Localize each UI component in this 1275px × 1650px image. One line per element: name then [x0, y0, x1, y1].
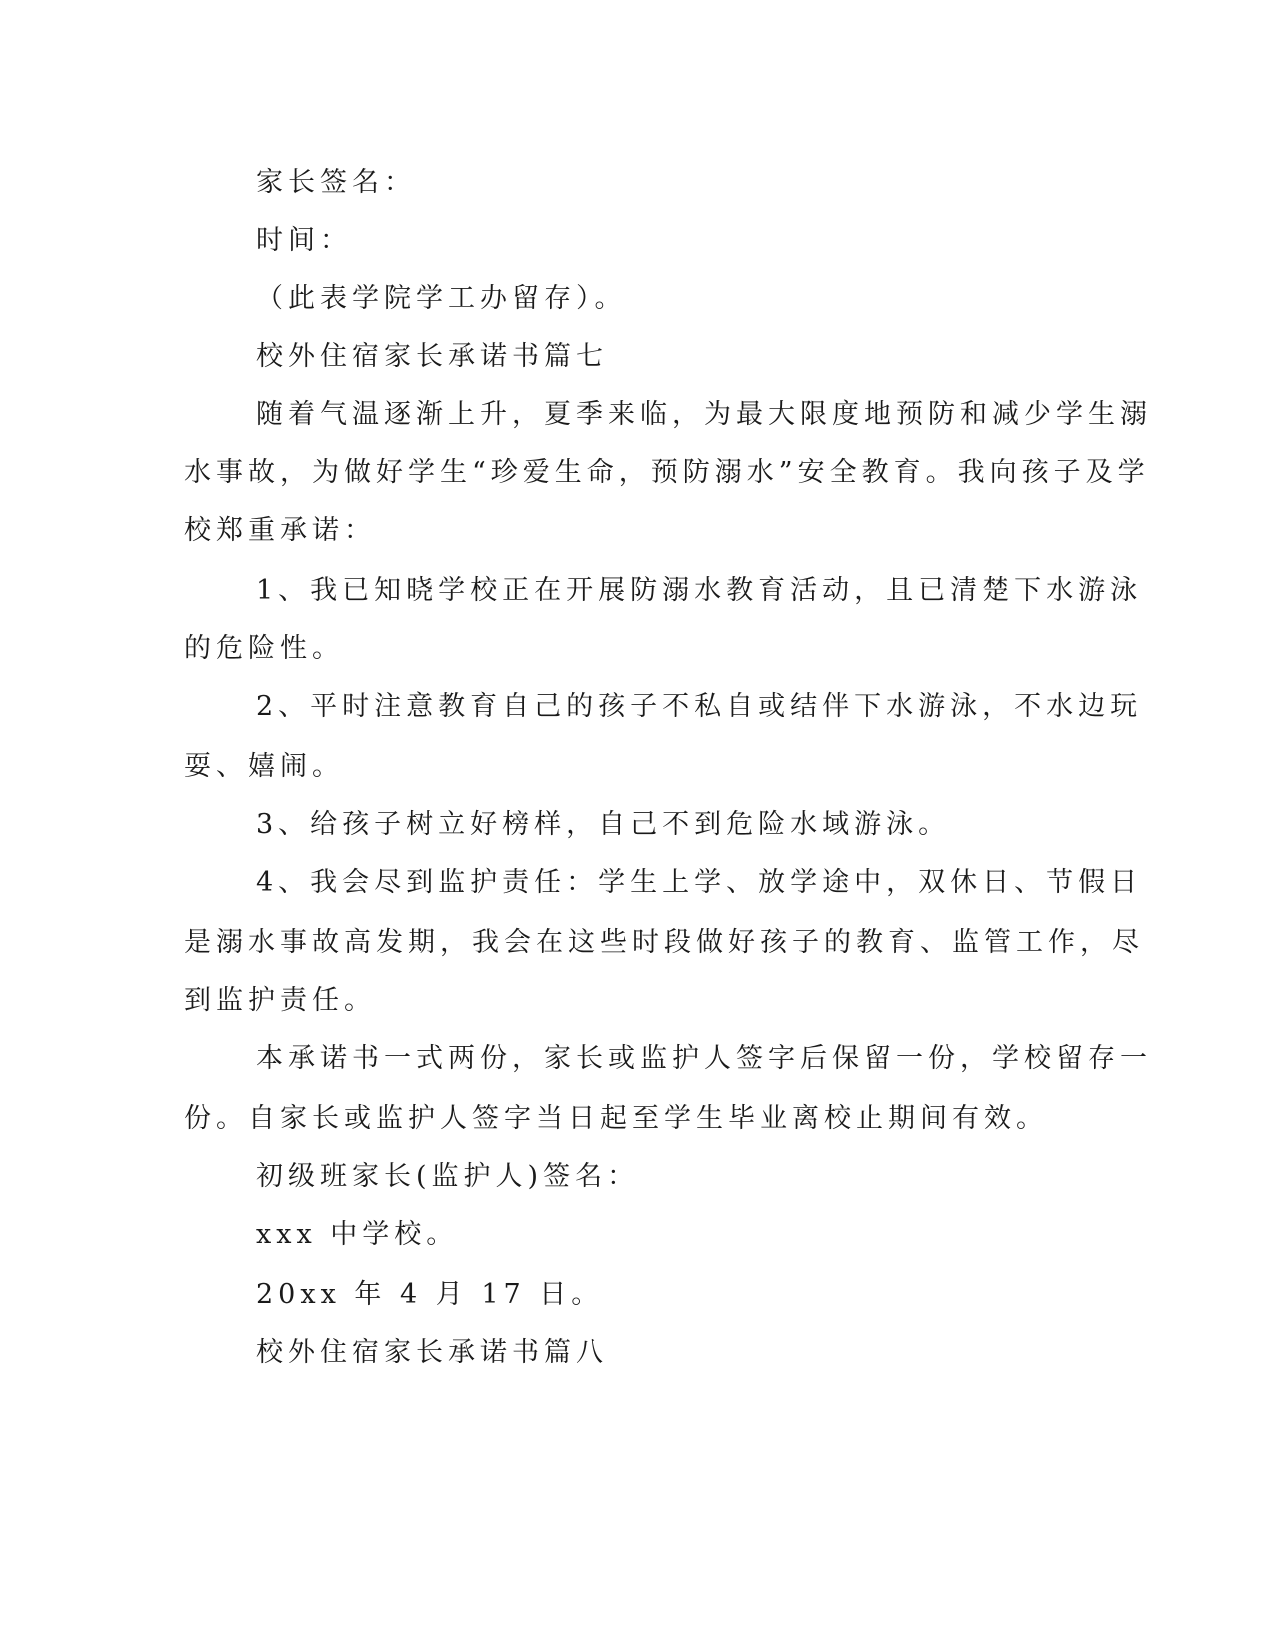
paragraph-line: 份。自家长或监护人签字当日起至学生毕业离校止期间有效。 [184, 1103, 1048, 1134]
list-item-line: 是溺水事故高发期，我会在这些时段做好孩子的教育、监管工作，尽 [184, 927, 1144, 958]
time-line: 时间： [256, 225, 352, 256]
paragraph-line: 水事故，为做好学生“珍爱生命，预防溺水”安全教育。我向孩子及学 [184, 457, 1150, 488]
paragraph-line: 本承诺书一式两份，家长或监护人签字后保留一份，学校留存一 [256, 1043, 1152, 1074]
list-item-line: 2、平时注意教育自己的孩子不私自或结伴下水游泳，不水边玩 [256, 691, 1143, 722]
paragraph-line: 随着气温逐渐上升，夏季来临，为最大限度地预防和减少学生溺 [256, 399, 1152, 430]
archive-note: （此表学院学工办留存）。 [256, 283, 627, 314]
list-item-line: 到监护责任。 [184, 985, 376, 1016]
list-item-line: 的危险性。 [184, 633, 344, 664]
list-item-line: 3、给孩子树立好榜样，自己不到危险水域游泳。 [256, 809, 951, 840]
school-name-line: xxx 中学校。 [256, 1219, 459, 1250]
parent-signature-line: 家长签名： [256, 167, 416, 198]
section-heading-7: 校外住宿家长承诺书篇七 [256, 341, 608, 372]
list-item-line: 1、我已知晓学校正在开展防溺水教育活动，且已清楚下水游泳 [256, 575, 1143, 606]
paragraph-line: 校郑重承诺： [184, 515, 376, 546]
guardian-signature-line: 初级班家长(监护人)签名： [256, 1161, 640, 1192]
section-heading-8: 校外住宿家长承诺书篇八 [256, 1337, 608, 1368]
date-line: 20xx 年 4 月 17 日。 [256, 1279, 604, 1310]
list-item-line: 4、我会尽到监护责任：学生上学、放学途中，双休日、节假日 [256, 867, 1143, 898]
list-item-line: 耍、嬉闹。 [184, 751, 344, 782]
